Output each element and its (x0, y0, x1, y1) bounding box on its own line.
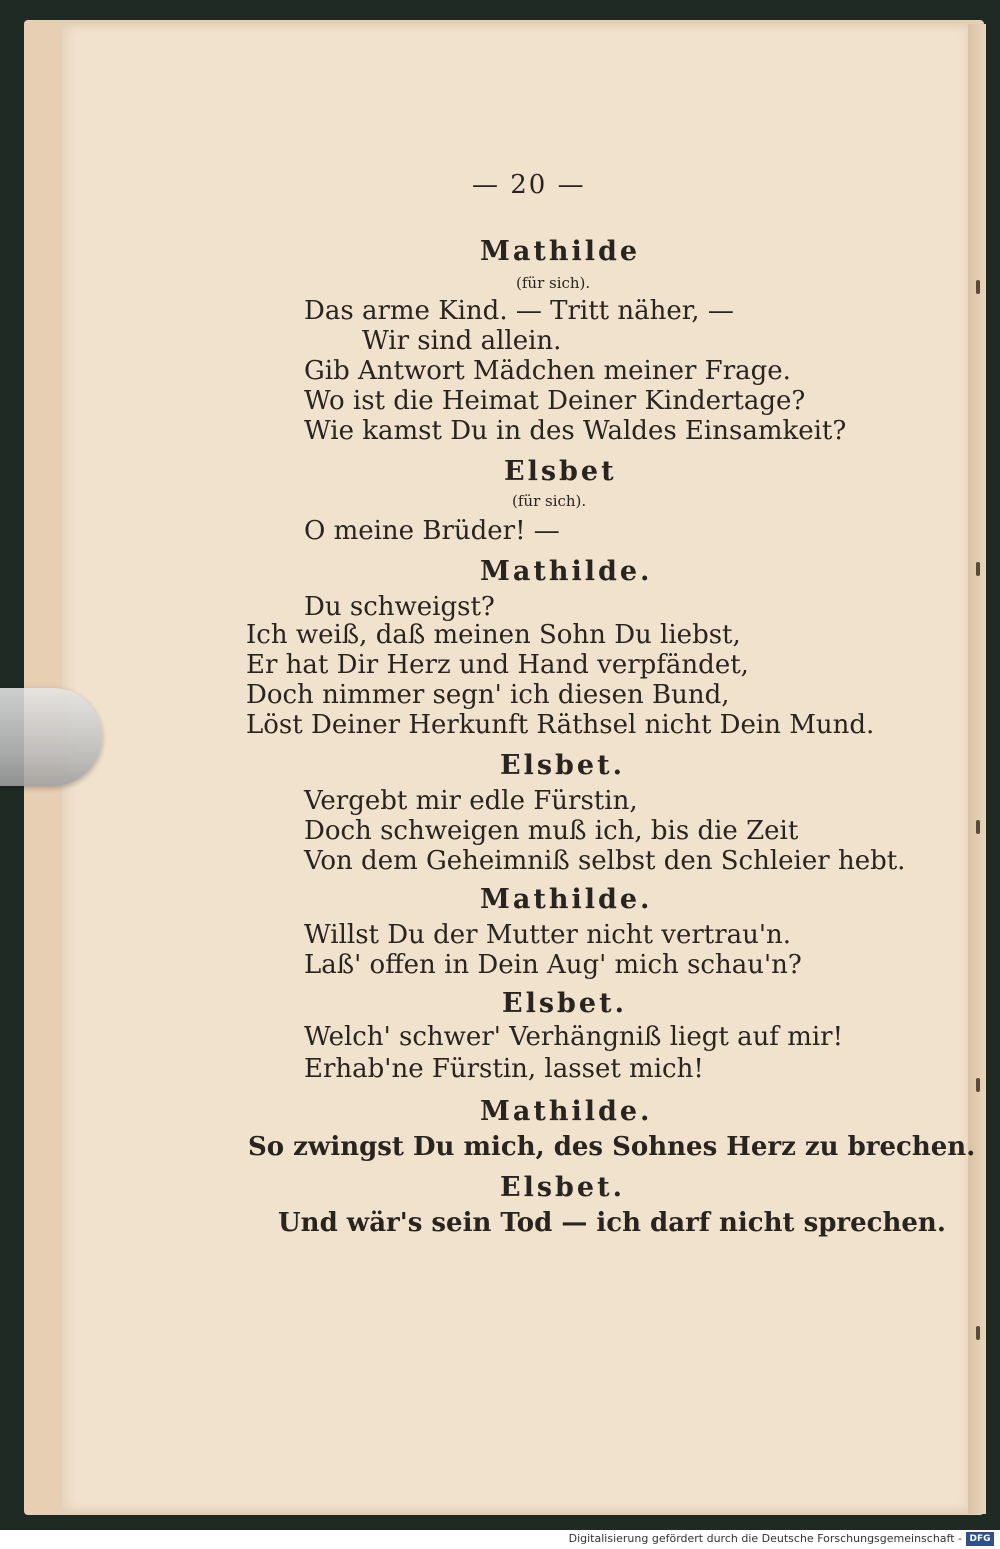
binding-stitch (976, 820, 980, 834)
speaker-name: Elsbet. (500, 1172, 625, 1203)
verse-line: Wo ist die Heimat Deiner Kindertage? (304, 386, 806, 416)
footer-credit: Digitalisierung gefördert durch die Deutsche Forschungsgemeinschaft - (568, 1532, 962, 1545)
verse-line: Vergebt mir edle Fürstin, (304, 786, 638, 816)
verse-line: Von dem Geheimniß selbst den Schleier hebt. (304, 846, 906, 876)
footer-bar (0, 1530, 1000, 1549)
binding-stitch (976, 1326, 980, 1340)
speaker-name: Mathilde. (480, 556, 653, 587)
verse-line: Doch nimmer segn' ich diesen Bund, (246, 680, 730, 710)
verse-line: O meine Brüder! — (304, 516, 560, 546)
verse-line: Gib Antwort Mädchen meiner Frage. (304, 356, 791, 386)
verse-line: Er hat Dir Herz und Hand verpfändet, (246, 650, 749, 680)
stage-direction: (für sich). (516, 274, 591, 292)
verse-line: Das arme Kind. — Tritt näher, — (304, 296, 734, 326)
verse-line: Erhab'ne Fürstin, lasset mich! (304, 1054, 704, 1084)
verse-line: Und wär's sein Tod — ich darf nicht sprechen. (278, 1208, 946, 1238)
verse-line: Ich weiß, daß meinen Sohn Du liebst, (246, 620, 741, 650)
speaker-name: Mathilde (480, 236, 641, 267)
verse-line: Wir sind allein. (362, 326, 562, 356)
page-clip (0, 688, 102, 786)
speaker-name: Elsbet (504, 456, 617, 487)
dfg-logo-icon: DFG (966, 1532, 994, 1546)
verse-line: Doch schweigen muß ich, bis die Zeit (304, 816, 799, 846)
verse-line: Willst Du der Mutter nicht vertrau'n. (304, 920, 792, 950)
speaker-name: Elsbet. (502, 988, 627, 1019)
binding-stitch (976, 280, 980, 294)
verse-line: Du schweigst? (304, 592, 495, 622)
verse-line: Laß' offen in Dein Aug' mich schau'n? (304, 950, 802, 980)
page-right-edge (968, 24, 986, 1514)
binding-stitch (976, 562, 980, 576)
speaker-name: Elsbet. (500, 750, 625, 781)
speaker-name: Mathilde. (480, 1096, 653, 1127)
speaker-name: Mathilde. (480, 884, 653, 915)
verse-line: So zwingst Du mich, des Sohnes Herz zu brechen. (248, 1132, 976, 1162)
verse-line: Welch' schwer' Verhängniß liegt auf mir! (304, 1022, 844, 1052)
binding-stitch (976, 1078, 980, 1092)
stage-direction: (für sich). (512, 492, 587, 510)
verse-line: Wie kamst Du in des Waldes Einsamkeit? (304, 416, 847, 446)
page-number: — 20 — (472, 170, 586, 200)
verse-line: Löst Deiner Herkunft Räthsel nicht Dein Mund. (246, 710, 875, 740)
